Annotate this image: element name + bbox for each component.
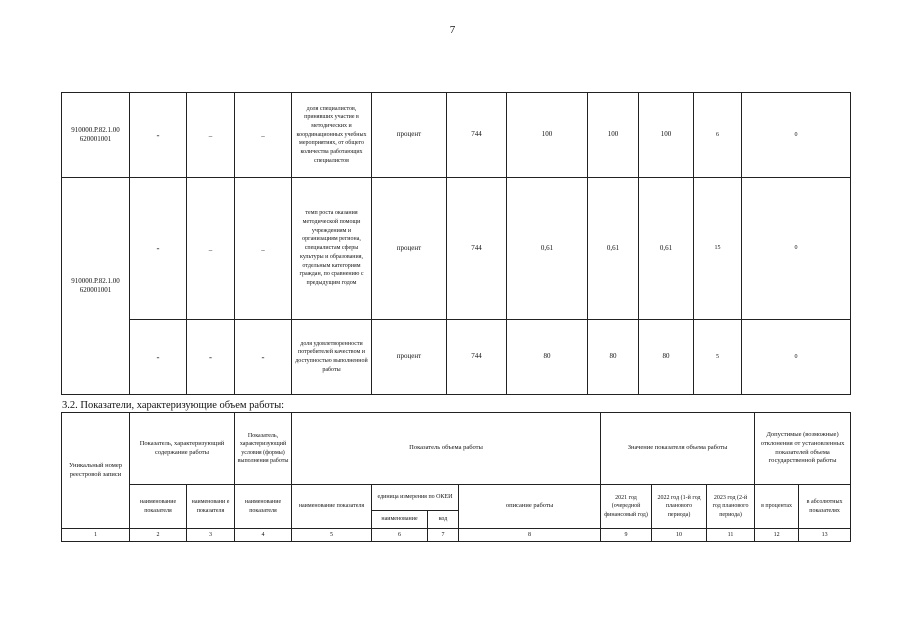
header-content: Показатель, характеризующий содержание работы <box>130 413 235 485</box>
header-year-2022: 2022 год (1-й год планового периода) <box>652 485 707 529</box>
column-number: 11 <box>707 529 755 542</box>
column-number: 7 <box>428 529 459 542</box>
deviation-absolute: 0 <box>742 320 851 395</box>
header-deviation: Допустимые (возможные) отклонения от установленных показателей объема государственной работы <box>755 413 851 485</box>
unit-name: процент <box>372 320 447 395</box>
content-indicator: _ <box>187 93 235 178</box>
content-indicator: - <box>187 320 235 395</box>
value-2022: 100 <box>588 93 639 178</box>
condition-indicator: _ <box>235 93 292 178</box>
okei-code: 744 <box>447 320 507 395</box>
unit-name: процент <box>372 93 447 178</box>
table-row <box>62 320 851 395</box>
header-absolute: в абсолютных показателях <box>799 485 851 529</box>
column-number: 1 <box>62 529 130 542</box>
value-2021: 100 <box>507 93 588 178</box>
value-2023: 80 <box>639 320 694 395</box>
header-okei-name: наименование <box>372 511 428 529</box>
content-indicator: - <box>130 320 187 395</box>
header-okei-code: код <box>428 511 459 529</box>
page-number: 7 <box>449 24 456 36</box>
unit-name: процент <box>372 178 447 320</box>
deviation-percent: 5 <box>694 320 742 395</box>
header-volume: Показатель объема работы <box>292 413 601 485</box>
table-row <box>62 93 851 178</box>
value-2023: 100 <box>639 93 694 178</box>
header-year-2023: 2023 год (2-й год планового периода) <box>707 485 755 529</box>
deviation-percent: 15 <box>694 178 742 320</box>
condition-indicator: - <box>235 320 292 395</box>
header-conditions: Показатель, характеризующий условия (формы) выполнения работы <box>235 413 292 485</box>
condition-indicator: _ <box>235 178 292 320</box>
header-name-4: наименование показателя <box>292 485 372 529</box>
header-percent: в процентах <box>755 485 799 529</box>
column-number: 13 <box>799 529 851 542</box>
okei-code: 744 <box>447 93 507 178</box>
column-number: 4 <box>235 529 292 542</box>
content-indicator: - <box>130 178 187 320</box>
header-value: Значение показателя объема работы <box>601 413 755 485</box>
column-number: 10 <box>652 529 707 542</box>
volume-indicators-table <box>61 412 851 542</box>
quality-indicators-table <box>61 92 851 395</box>
content-indicator: - <box>130 93 187 178</box>
column-number: 9 <box>601 529 652 542</box>
column-number: 2 <box>130 529 187 542</box>
indicator-name: темп роста оказания методической помощи учреждениям и организациям региона, специалистам сферы культуры и образования, отдельным категориям граждан, по сравнению с предыдущим годом <box>292 178 372 320</box>
header-name-3: наименование показателя <box>235 485 292 529</box>
indicator-name: доля специалистов, принявших участие в методических и координационных учебных мероприятиях, от общего количества работающих специалистов <box>292 93 372 178</box>
header-name-2: наименовани е показателя <box>187 485 235 529</box>
content-indicator: _ <box>187 178 235 320</box>
value-2021: 80 <box>507 320 588 395</box>
header-unique-number: Уникальный номер реестровой записи <box>62 413 130 529</box>
table-row <box>62 178 851 320</box>
column-number: 6 <box>372 529 428 542</box>
header-okei: единица измерения по ОКЕИ <box>372 485 459 511</box>
registry-code: 910000.Р.82.1.00 620001001 <box>62 178 130 395</box>
header-description: описание работы <box>459 485 601 529</box>
value-2021: 0,61 <box>507 178 588 320</box>
value-2022: 80 <box>588 320 639 395</box>
header-year-2021: 2021 год (очередной финансовый год) <box>601 485 652 529</box>
column-number: 12 <box>755 529 799 542</box>
section-title: 3.2. Показатели, характеризующие объем работы: <box>62 400 285 411</box>
deviation-percent: 6 <box>694 93 742 178</box>
deviation-absolute: 0 <box>742 178 851 320</box>
column-number: 3 <box>187 529 235 542</box>
column-number: 5 <box>292 529 372 542</box>
column-numbers-row <box>62 529 851 542</box>
deviation-absolute: 0 <box>742 93 851 178</box>
value-2022: 0,61 <box>588 178 639 320</box>
header-name-1: наименование показателя <box>130 485 187 529</box>
registry-code: 910000.Р.82.1.00 620001001 <box>62 93 130 178</box>
value-2023: 0,61 <box>639 178 694 320</box>
column-number: 8 <box>459 529 601 542</box>
indicator-name: доля удовлетворенности потребителей качеством и доступностью выполненной работы <box>292 320 372 395</box>
okei-code: 744 <box>447 178 507 320</box>
